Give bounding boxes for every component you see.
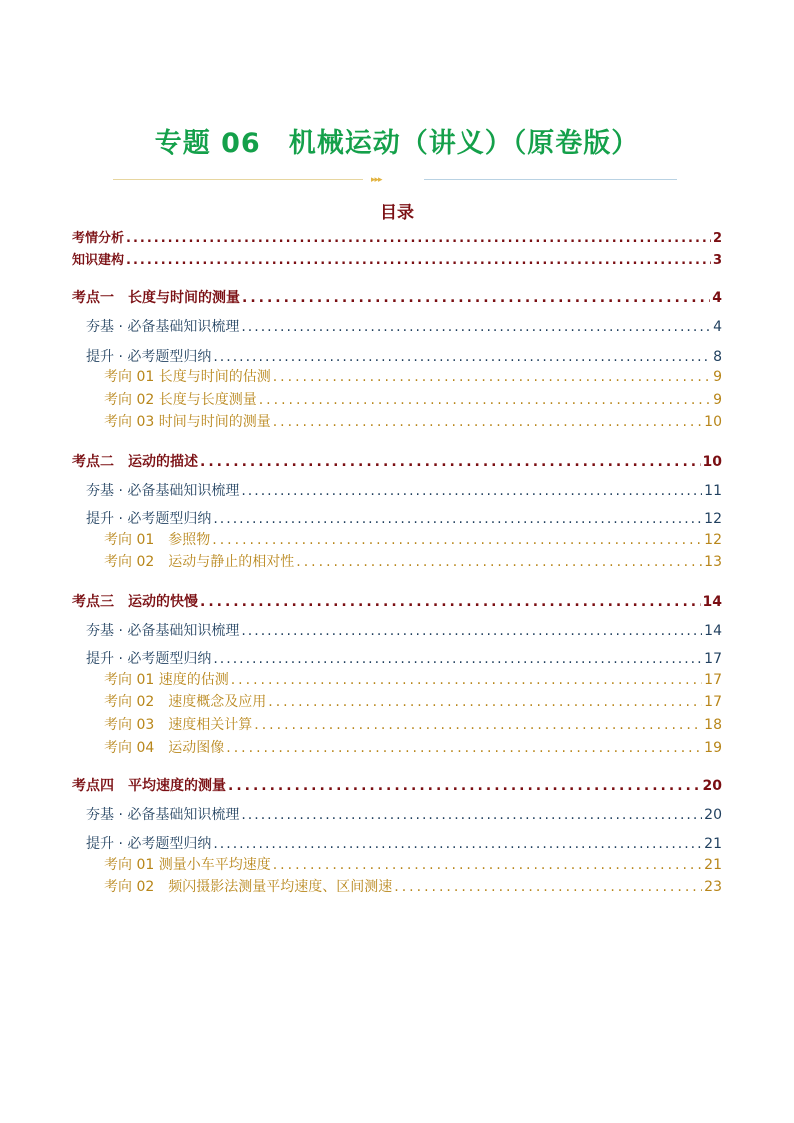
toc-entry-page: 12 [704,511,722,527]
toc-entry-page: 17 [704,651,722,667]
toc-leader-dots [200,454,701,470]
toc-entry-label: 提升 · 必考题型归纳 [86,651,212,667]
toc-item-entry[interactable] [104,669,722,689]
toc-leader-dots [242,290,710,306]
toc-entry-page: 13 [704,554,722,570]
toc-entry-page: 10 [702,454,722,470]
toc-entry-label: 夯基 · 必备基础知识梳理 [86,319,240,335]
toc-leader-dots [268,694,702,710]
toc-leader-dots [241,807,702,823]
toc-entry-label: 考向 01 参照物 [104,532,211,548]
toc-entry-label: 考向 01 长度与时间的估测 [104,369,271,385]
toc-leader-dots [226,740,702,756]
toc-entry-page: 17 [704,694,722,710]
toc-leader-dots [241,319,711,335]
toc-entry-page: 18 [704,717,722,733]
toc-leader-dots [259,392,711,408]
toc-leader-dots [394,879,702,895]
toc-item-entry[interactable] [104,737,722,757]
toc-leader-dots [126,231,711,246]
toc-item-entry[interactable] [104,366,722,386]
toc-subsection-entry[interactable] [86,480,722,500]
toc-leader-dots [254,717,702,733]
toc-entry-label: 知识建构 [72,253,125,268]
toc-entry-page: 20 [704,807,722,823]
toc-entry-label: 考向 03 速度相关计算 [104,717,253,733]
toc-entry-page: 11 [704,483,722,499]
toc-entry-page: 21 [704,836,722,852]
toc-section-entry[interactable] [72,287,722,307]
toc-entry-page: 9 [713,392,722,408]
toc-entry-page: 12 [704,532,722,548]
toc-item-entry[interactable] [104,529,722,549]
toc-item-entry[interactable] [104,389,722,409]
toc-entry-label: 考情分析 [72,231,125,246]
toc-leader-dots [212,532,702,548]
toc-entry-page: 17 [704,672,722,688]
toc-entry-page: 21 [704,857,722,873]
toc-leader-dots [231,672,702,688]
toc-item-entry[interactable] [104,854,722,874]
toc-leader-dots [296,554,702,570]
toc-section-entry[interactable] [72,451,722,471]
divider-ornament-icon: ▸▸▸ [371,175,382,185]
toc-leader-dots [273,369,711,385]
document-title: 专题 06 机械运动（讲义）（原卷版） [154,128,640,160]
toc-entry-page: 14 [704,623,722,639]
toc-section-entry[interactable] [72,591,722,611]
toc-subsection-entry[interactable] [86,804,722,824]
toc-section-entry[interactable] [72,775,722,795]
toc-leader-dots [241,623,702,639]
toc-entry-label: 考向 04 运动图像 [104,740,225,756]
toc-item-entry[interactable] [104,551,722,571]
toc-entry[interactable] [72,227,722,247]
toc-entry-page: 4 [713,319,722,335]
toc-entry-label: 提升 · 必考题型归纳 [86,836,212,852]
toc-leader-dots [213,349,711,365]
toc-leader-dots [213,836,702,852]
toc-subsection-entry[interactable] [86,346,722,366]
toc-entry-label: 考向 01 速度的估测 [104,672,229,688]
toc-entry-label: 考向 02 长度与长度测量 [104,392,257,408]
toc-entry-page: 19 [704,740,722,756]
toc-leader-dots [213,651,702,667]
toc-subsection-entry[interactable] [86,316,722,336]
toc-entry-page: 14 [702,594,722,610]
toc-entry-label: 夯基 · 必备基础知识梳理 [86,483,240,499]
toc-leader-dots [213,511,702,527]
toc-leader-dots [241,483,702,499]
toc-entry-label: 考点四 平均速度的测量 [72,778,226,794]
toc-subsection-entry[interactable] [86,620,722,640]
toc-subsection-entry[interactable] [86,508,722,528]
toc-leader-dots [273,857,702,873]
toc-subsection-entry[interactable] [86,648,722,668]
toc-heading: 目录 [380,203,414,223]
toc-subsection-entry[interactable] [86,833,722,853]
toc-entry-page: 23 [704,879,722,895]
toc-entry-label: 考点二 运动的描述 [72,454,198,470]
toc-item-entry[interactable] [104,691,722,711]
toc-entry-label: 夯基 · 必备基础知识梳理 [86,807,240,823]
toc-entry-page: 8 [713,349,722,365]
toc-entry-label: 夯基 · 必备基础知识梳理 [86,623,240,639]
toc-entry-page: 3 [712,253,722,268]
toc-entry-label: 考向 01 测量小车平均速度 [104,857,271,873]
toc-entry-label: 考向 02 频闪摄影法测量平均速度、区间测速 [104,879,393,895]
toc-leader-dots [273,414,702,430]
toc-leader-dots [126,253,711,268]
toc-entry-label: 考点一 长度与时间的测量 [72,290,240,306]
toc-item-entry[interactable] [104,876,722,896]
toc-entry-label: 提升 · 必考题型归纳 [86,349,212,365]
toc-item-entry[interactable] [104,714,722,734]
toc-entry-page: 9 [713,369,722,385]
toc-entry-page: 10 [704,414,722,430]
toc-leader-dots [200,594,701,610]
toc-entry-label: 考向 02 运动与静止的相对性 [104,554,295,570]
toc-entry-label: 考向 02 速度概念及应用 [104,694,267,710]
toc-entry[interactable] [72,249,722,269]
toc-leader-dots [228,778,701,794]
toc-entry-page: 2 [712,231,722,246]
toc-entry-page: 4 [712,290,722,306]
toc-item-entry[interactable] [104,411,722,431]
toc-entry-label: 考点三 运动的快慢 [72,594,198,610]
toc-entry-page: 20 [702,778,722,794]
toc-entry-label: 提升 · 必考题型归纳 [86,511,212,527]
toc-entry-label: 考向 03 时间与时间的测量 [104,414,271,430]
